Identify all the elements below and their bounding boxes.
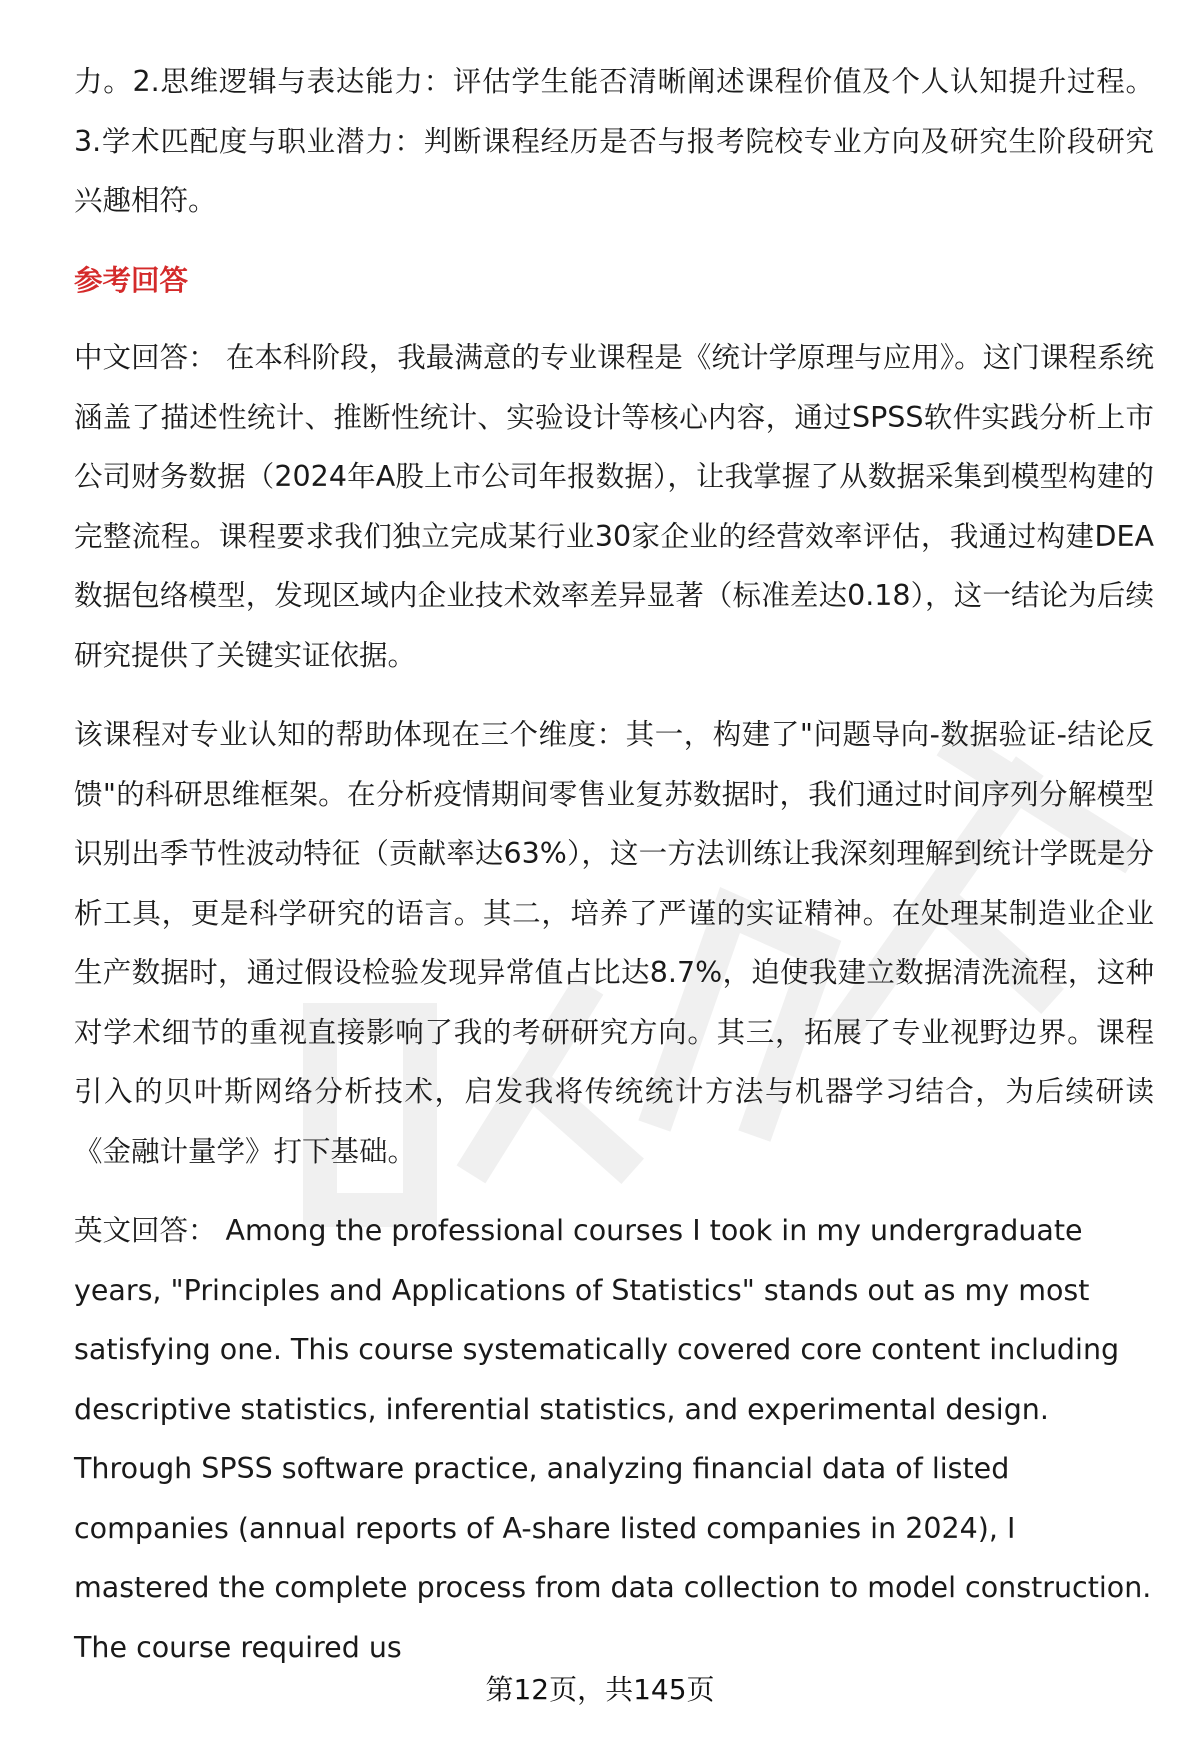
chinese-answer-paragraph-1: 中文回答： 在本科阶段，我最满意的专业课程是《统计学原理与应用》。这门课程系统涵盖了描述性统计、推断性统计、实验设计等核心内容，通过SPSS软件实践分析上市公司财务数据（2024年A股上市公司年报数据），让我掌握了从数据采集到模型构建的完整流程。课程要求我们独立完成某行业30家企业的经营效率评估，我通过构建DEA数据包络模型，发现区域内企业技术效率差异显著（标准差达0.18），这一结论为后续研究提供了关键实证依据。 <box>74 341 1154 672</box>
section-heading: 参考回答 <box>74 263 189 297</box>
intro-paragraph: 力。2.思维逻辑与表达能力：评估学生能否清晰阐述课程价值及个人认知提升过程。3.学术匹配度与职业潜力：判断课程经历是否与报考院校专业方向及研究生阶段研究兴趣相符。 <box>74 65 1154 217</box>
english-answer-paragraph: 英文回答： Among the professional courses I took in my undergraduate years, "Principles and Applications of Statistics" stands out as my most satisfying one. This course systematically covered core content including descriptive statistics, inferential statistics, and experimental design. Through SPSS software practice, analyzing financial data of listed companies (annual reports of A-share listed companies in 2024), I mastered the complete process from data collection to model construction. The course required us <box>74 1214 1152 1664</box>
main-content <box>74 52 1154 1697</box>
page-number-footer: 第12页，共145页 <box>485 1673 715 1706</box>
chinese-answer-paragraph-2: 该课程对专业认知的帮助体现在三个维度：其一，构建了"问题导向-数据验证-结论反馈"的科研思维框架。在分析疫情期间零售业复苏数据时，我们通过时间序列分解模型识别出季节性波动特征（贡献率达63%），这一方法训练让我深刻理解到统计学既是分析工具，更是科学研究的语言。其二，培养了严谨的实证精神。在处理某制造业企业生产数据时，通过假设检验发现异常值占比达8.7%，迫使我建立数据清洗流程，这种对学术细节的重视直接影响了我的考研研究方向。其三，拓展了专业视野边界。课程引入的贝叶斯网络分析技术，启发我将传统统计方法与机器学习结合，为后续研读《金融计量学》打下基础。 <box>74 718 1154 1168</box>
